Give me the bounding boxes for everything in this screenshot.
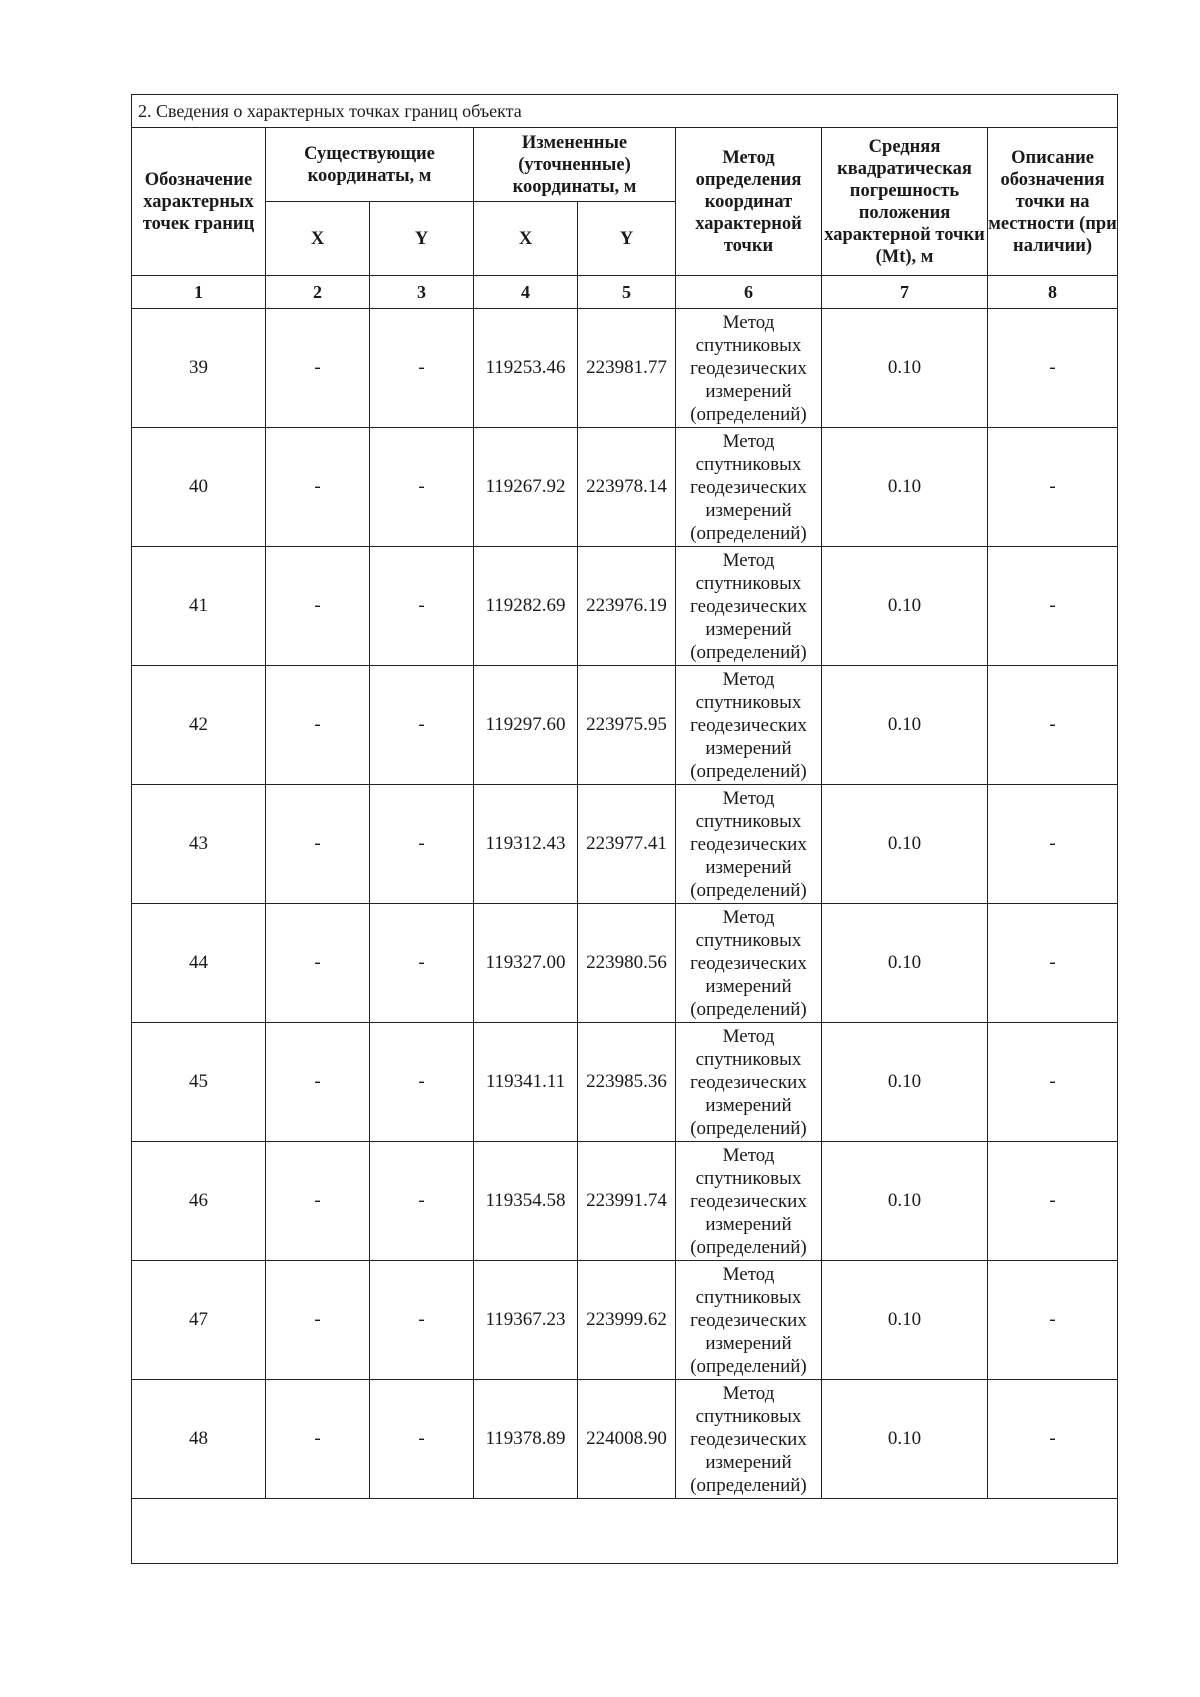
empty-footer-cell xyxy=(132,1499,1118,1564)
method-line: (определений) xyxy=(690,403,807,425)
existing-x-cell: - xyxy=(266,785,370,904)
existing-y-cell: - xyxy=(370,1023,474,1142)
header-description: Описание обозначения точки на местности (при наличии) xyxy=(988,128,1118,276)
changed-y-cell: 223981.77 xyxy=(578,309,676,428)
method-line: измерений xyxy=(705,975,792,997)
method-line: Метод xyxy=(722,1263,775,1285)
changed-x-cell: 119282.69 xyxy=(474,547,578,666)
table-row xyxy=(132,785,1118,904)
changed-x-cell: 119253.46 xyxy=(474,309,578,428)
error-cell: 0.10 xyxy=(822,666,988,785)
method-cell xyxy=(676,1261,822,1380)
method-line: геодезических xyxy=(690,357,807,379)
existing-y-cell: - xyxy=(370,666,474,785)
existing-x-cell: - xyxy=(266,1142,370,1261)
error-cell: 0.10 xyxy=(822,309,988,428)
existing-x-cell: - xyxy=(266,309,370,428)
method-line: измерений xyxy=(705,737,792,759)
method-line: спутниковых xyxy=(695,1048,802,1070)
error-cell: 0.10 xyxy=(822,547,988,666)
method-line: Метод xyxy=(722,906,775,928)
table-row xyxy=(132,904,1118,1023)
changed-y-cell: 223985.36 xyxy=(578,1023,676,1142)
column-number: 8 xyxy=(988,276,1118,309)
description-cell: - xyxy=(988,904,1118,1023)
method-line: Метод xyxy=(722,787,775,809)
method-line: спутниковых xyxy=(695,334,802,356)
point-id-cell: 45 xyxy=(132,1023,266,1142)
method-line: Метод xyxy=(722,1025,775,1047)
method-line: измерений xyxy=(705,380,792,402)
table-row xyxy=(132,309,1118,428)
method-cell xyxy=(676,309,822,428)
header-changed-y: Y xyxy=(578,202,676,276)
existing-x-cell: - xyxy=(266,1261,370,1380)
description-cell: - xyxy=(988,547,1118,666)
header-method: Метод определения координат характерной точки xyxy=(676,128,822,276)
method-line: Метод xyxy=(722,549,775,571)
point-id-cell: 43 xyxy=(132,785,266,904)
method-line: геодезических xyxy=(690,714,807,736)
header-existing-coords: Существующие координаты, м xyxy=(266,128,474,202)
method-line: геодезических xyxy=(690,1309,807,1331)
column-numbers-row xyxy=(132,276,1118,309)
method-line: (определений) xyxy=(690,879,807,901)
description-cell: - xyxy=(988,1380,1118,1499)
description-cell: - xyxy=(988,1023,1118,1142)
method-line: Метод xyxy=(722,1144,775,1166)
description-cell: - xyxy=(988,666,1118,785)
table-row xyxy=(132,547,1118,666)
column-number: 4 xyxy=(474,276,578,309)
column-number: 3 xyxy=(370,276,474,309)
method-line: (определений) xyxy=(690,1355,807,1377)
method-line: измерений xyxy=(705,1094,792,1116)
description-cell: - xyxy=(988,428,1118,547)
header-error: Средняя квадратическая погрешность положения характерной точки (Mt), м xyxy=(822,128,988,276)
existing-y-cell: - xyxy=(370,1380,474,1499)
table-row xyxy=(132,1380,1118,1499)
changed-x-cell: 119312.43 xyxy=(474,785,578,904)
existing-x-cell: - xyxy=(266,1023,370,1142)
method-line: спутниковых xyxy=(695,572,802,594)
description-cell: - xyxy=(988,309,1118,428)
method-line: спутниковых xyxy=(695,1286,802,1308)
error-cell: 0.10 xyxy=(822,904,988,1023)
method-line: (определений) xyxy=(690,998,807,1020)
column-number: 6 xyxy=(676,276,822,309)
point-id-cell: 47 xyxy=(132,1261,266,1380)
method-line: измерений xyxy=(705,856,792,878)
method-line: (определений) xyxy=(690,641,807,663)
changed-x-cell: 119367.23 xyxy=(474,1261,578,1380)
existing-x-cell: - xyxy=(266,428,370,547)
error-cell: 0.10 xyxy=(822,1142,988,1261)
table-row xyxy=(132,1261,1118,1380)
point-id-cell: 40 xyxy=(132,428,266,547)
method-line: геодезических xyxy=(690,952,807,974)
header-existing-x: X xyxy=(266,202,370,276)
method-cell xyxy=(676,547,822,666)
method-line: геодезических xyxy=(690,476,807,498)
changed-x-cell: 119354.58 xyxy=(474,1142,578,1261)
method-line: Метод xyxy=(722,1382,775,1404)
error-cell: 0.10 xyxy=(822,785,988,904)
error-cell: 0.10 xyxy=(822,428,988,547)
method-line: (определений) xyxy=(690,522,807,544)
existing-y-cell: - xyxy=(370,785,474,904)
header-point-id: Обозначение характерных точек границ xyxy=(132,128,266,276)
method-line: измерений xyxy=(705,1451,792,1473)
changed-x-cell: 119297.60 xyxy=(474,666,578,785)
existing-x-cell: - xyxy=(266,1380,370,1499)
method-line: геодезических xyxy=(690,1071,807,1093)
changed-y-cell: 223975.95 xyxy=(578,666,676,785)
method-line: (определений) xyxy=(690,1236,807,1258)
error-cell: 0.10 xyxy=(822,1023,988,1142)
existing-y-cell: - xyxy=(370,1261,474,1380)
header-existing-y: Y xyxy=(370,202,474,276)
existing-y-cell: - xyxy=(370,904,474,1023)
column-number: 2 xyxy=(266,276,370,309)
method-line: измерений xyxy=(705,499,792,521)
boundary-points-table xyxy=(131,94,1118,1564)
point-id-cell: 41 xyxy=(132,547,266,666)
method-line: спутниковых xyxy=(695,810,802,832)
description-cell: - xyxy=(988,785,1118,904)
column-number: 7 xyxy=(822,276,988,309)
document-sheet xyxy=(131,94,1117,1564)
method-line: геодезических xyxy=(690,833,807,855)
header-changed-x: X xyxy=(474,202,578,276)
table-row xyxy=(132,1142,1118,1261)
column-number: 5 xyxy=(578,276,676,309)
method-line: измерений xyxy=(705,618,792,640)
point-id-cell: 39 xyxy=(132,309,266,428)
section-title: 2. Сведения о характерных точках границ объекта xyxy=(132,95,1118,128)
changed-y-cell: 223980.56 xyxy=(578,904,676,1023)
method-line: спутниковых xyxy=(695,1167,802,1189)
changed-x-cell: 119327.00 xyxy=(474,904,578,1023)
method-line: спутниковых xyxy=(695,1405,802,1427)
method-line: Метод xyxy=(722,430,775,452)
changed-x-cell: 119267.92 xyxy=(474,428,578,547)
changed-y-cell: 223977.41 xyxy=(578,785,676,904)
existing-x-cell: - xyxy=(266,666,370,785)
method-cell xyxy=(676,1023,822,1142)
method-line: измерений xyxy=(705,1332,792,1354)
header-changed-coords: Измененные (уточненные) координаты, м xyxy=(474,128,676,202)
existing-y-cell: - xyxy=(370,428,474,547)
method-line: (определений) xyxy=(690,1474,807,1496)
table-row xyxy=(132,428,1118,547)
method-cell xyxy=(676,904,822,1023)
table-body xyxy=(132,309,1118,1499)
existing-y-cell: - xyxy=(370,547,474,666)
method-line: геодезических xyxy=(690,1190,807,1212)
column-number: 1 xyxy=(132,276,266,309)
table-row xyxy=(132,1023,1118,1142)
point-id-cell: 44 xyxy=(132,904,266,1023)
method-cell xyxy=(676,1380,822,1499)
method-line: геодезических xyxy=(690,1428,807,1450)
changed-y-cell: 223999.62 xyxy=(578,1261,676,1380)
existing-y-cell: - xyxy=(370,309,474,428)
changed-y-cell: 224008.90 xyxy=(578,1380,676,1499)
point-id-cell: 46 xyxy=(132,1142,266,1261)
description-cell: - xyxy=(988,1142,1118,1261)
changed-x-cell: 119378.89 xyxy=(474,1380,578,1499)
method-cell xyxy=(676,1142,822,1261)
method-line: Метод xyxy=(722,668,775,690)
method-cell xyxy=(676,666,822,785)
changed-y-cell: 223978.14 xyxy=(578,428,676,547)
method-line: спутниковых xyxy=(695,929,802,951)
description-cell: - xyxy=(988,1261,1118,1380)
point-id-cell: 42 xyxy=(132,666,266,785)
changed-x-cell: 119341.11 xyxy=(474,1023,578,1142)
empty-footer-row xyxy=(132,1499,1118,1564)
error-cell: 0.10 xyxy=(822,1380,988,1499)
method-line: (определений) xyxy=(690,1117,807,1139)
method-line: (определений) xyxy=(690,760,807,782)
method-line: спутниковых xyxy=(695,453,802,475)
method-cell xyxy=(676,785,822,904)
existing-y-cell: - xyxy=(370,1142,474,1261)
error-cell: 0.10 xyxy=(822,1261,988,1380)
method-line: спутниковых xyxy=(695,691,802,713)
existing-x-cell: - xyxy=(266,547,370,666)
point-id-cell: 48 xyxy=(132,1380,266,1499)
method-line: измерений xyxy=(705,1213,792,1235)
method-line: геодезических xyxy=(690,595,807,617)
method-cell xyxy=(676,428,822,547)
changed-y-cell: 223976.19 xyxy=(578,547,676,666)
changed-y-cell: 223991.74 xyxy=(578,1142,676,1261)
existing-x-cell: - xyxy=(266,904,370,1023)
table-row xyxy=(132,666,1118,785)
method-line: Метод xyxy=(722,311,775,333)
